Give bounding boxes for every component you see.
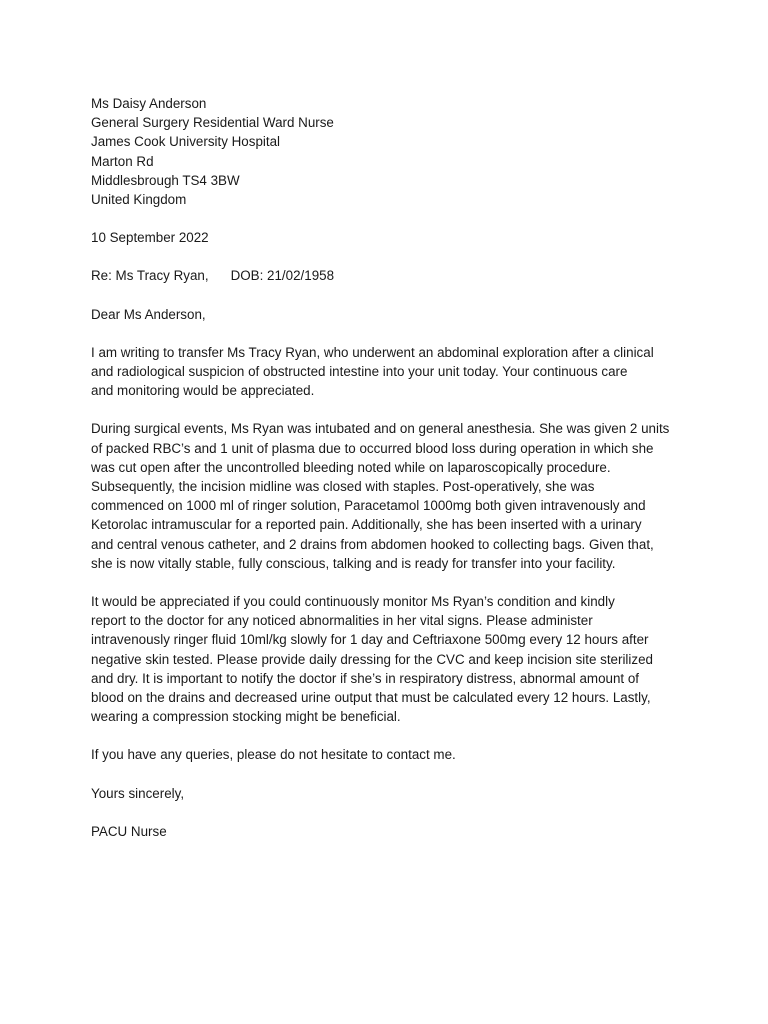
paragraph-intro [91, 343, 691, 401]
letter [91, 94, 691, 841]
recipient-city: Middlesbrough TS4 3BW [91, 172, 240, 188]
paragraph-line: Subsequently, the incision midline was closed with staples. Post-operatively, she was [91, 479, 595, 495]
paragraph-line: I am writing to transfer Ms Tracy Ryan, who underwent an abdominal exploration after a clinical [91, 344, 654, 360]
paragraph-surgical-events [91, 419, 691, 573]
paragraph-care-instructions [91, 592, 691, 726]
signature: PACU Nurse [91, 823, 167, 839]
closing: Yours sincerely, [91, 785, 185, 801]
paragraph-line: and dry. It is important to notify the doctor if she’s in respiratory distress, abnormal amount of [91, 670, 640, 686]
recipient-street: Marton Rd [91, 153, 154, 169]
recipient-organization: James Cook University Hospital [91, 134, 281, 150]
letter-date: 10 September 2022 [91, 230, 209, 246]
paragraph-line: and radiological suspicion of obstructed intestine into your unit today. Your continuous care [91, 364, 628, 380]
paragraph-line: she is now vitally stable, fully conscious, talking and is ready for transfer into your facility. [91, 555, 616, 571]
paragraph-line: negative skin tested. Please provide daily dressing for the CVC and keep incision site sterilized [91, 651, 653, 667]
reference-dob: DOB: 21/02/1958 [230, 268, 335, 284]
reference-patient: Re: Ms Tracy Ryan, [91, 268, 209, 284]
paragraph-line: commenced on 1000 ml of ringer solution, Paracetamol 1000mg both given intravenously and [91, 498, 646, 514]
paragraph-line: During surgical events, Ms Ryan was intubated and on general anesthesia. She was given 2 units [91, 421, 670, 437]
paragraph-queries [91, 745, 691, 764]
reference-line [91, 266, 691, 285]
paragraph-line: If you have any queries, please do not hesitate to contact me. [91, 747, 456, 763]
paragraph-line: intravenously ringer fluid 10ml/kg slowly for 1 day and Ceftriaxone 500mg every 12 hours after [91, 632, 649, 648]
paragraph-line: Ketorolac intramuscular for a reported pain. Additionally, she has been inserted with a urinary [91, 517, 642, 533]
paragraph-line: wearing a compression stocking might be beneficial. [91, 709, 401, 725]
paragraph-line: was cut open after the uncontrolled bleeding noted while on laparoscopically procedure. [91, 459, 611, 475]
recipient-title: General Surgery Residential Ward Nurse [91, 115, 334, 131]
recipient-country: United Kingdom [91, 192, 187, 208]
paragraph-line: It would be appreciated if you could continuously monitor Ms Ryan’s condition and kindly [91, 594, 615, 610]
paragraph-line: and monitoring would be appreciated. [91, 383, 315, 399]
paragraph-line: and central venous catheter, and 2 drains from abdomen hooked to collecting bags. Given that, [91, 536, 654, 552]
recipient-address [91, 94, 691, 209]
paragraph-line: blood on the drains and decreased urine output that must be calculated every 12 hours. Lastly, [91, 690, 651, 706]
paragraph-line: of packed RBC’s and 1 unit of plasma due to occurred blood loss during operation in which she [91, 440, 654, 456]
salutation: Dear Ms Anderson, [91, 306, 206, 322]
paragraph-line: report to the doctor for any noticed abnormalities in her vital signs. Please administer [91, 613, 593, 629]
recipient-name: Ms Daisy Anderson [91, 96, 207, 111]
